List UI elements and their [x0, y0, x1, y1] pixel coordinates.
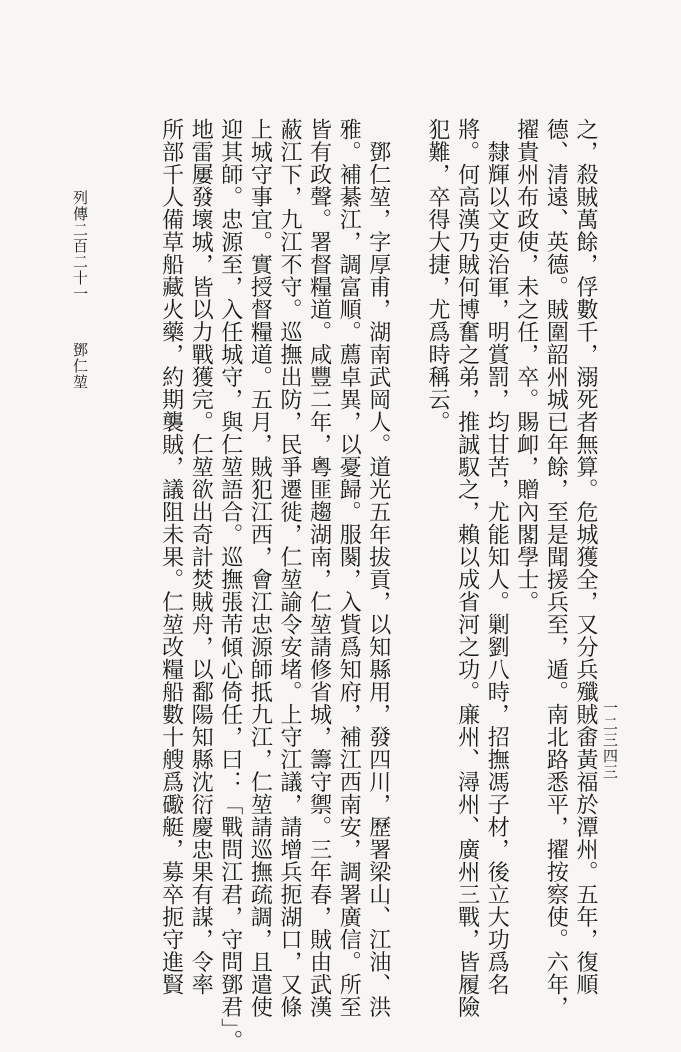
- text-column: 擢貴州布政使，未之任，卒。賜卹，贈內閣學士。: [513, 118, 539, 613]
- text-column: 雅。補綦江，調富順。薦卓異，以憂歸。服闋，入貲爲知府，補江西南安，調署廣信。所至: [336, 118, 362, 1018]
- text-column: 地雷屢發壞城，皆以力戰獲完。仁堃欲出奇計焚賊舟，以鄱陽知縣沈衍慶忠果有謀，令率: [188, 118, 214, 996]
- text-column: 上城守事宜。實授督糧道。五月，賊犯江西，會江忠源師抵九江，仁堃請巡撫疏調，且遣使: [247, 118, 273, 1018]
- text-column: 所部千人備草船藏火藥，約期襲賊，議阻未果。仁堃改糧船數十艘爲礮艇，募卒扼守進賢: [158, 118, 184, 996]
- text-column: 鄧仁堃，字厚甫，湖南武岡人。道光五年拔貢，以知縣用，發四川，歷署梁山、江油、洪: [365, 118, 391, 1018]
- text-column: 隸輝以文吏治軍，明賞罰，均甘苦，尤能知人。剿劉八時，招撫馮子材，後立大功爲名: [484, 118, 510, 996]
- running-head-subject: 鄧仁堃: [71, 342, 89, 390]
- text-column: 犯難，卒得大捷，尤爲時稱云。: [425, 118, 450, 433]
- text-column: 皆有政聲。署督糧道。咸豐二年，粵匪趨湖南，仁堃請修省城，籌守禦。三年春，賊由武漢: [306, 118, 332, 1018]
- running-head-book: 列傳二百二十一: [71, 190, 89, 302]
- text-column: 蔽江下，九江不守。巡撫出防，民爭遷徙，仁堃諭令安堵。上守江議，請增兵扼湖口，又條: [277, 118, 302, 1018]
- text-column: 之，殺賊萬餘，俘數千，溺死者無算。危城獲全，又分兵殲賊畬黃福於潭州。五年，復順: [573, 118, 598, 996]
- running-head: [70, 190, 91, 390]
- text-column: 德、清遠、英德。賊圍韶州城已年餘，至是聞援兵至，遁。南北路悉平，擢按察使。六年，: [543, 118, 569, 1018]
- text-column: 將。何高漢乃賊何博奮之弟，推誠馭之，賴以成省河之功。廉州、潯州、廣州三戰，皆履險: [454, 118, 480, 1018]
- text-column: 迎其師。忠源至，入任城守，與仁堃語合。巡撫張芾傾心倚任，曰：「戰問江君，守問鄧君」。: [217, 118, 243, 1052]
- page-number: 一二三四三: [601, 700, 619, 780]
